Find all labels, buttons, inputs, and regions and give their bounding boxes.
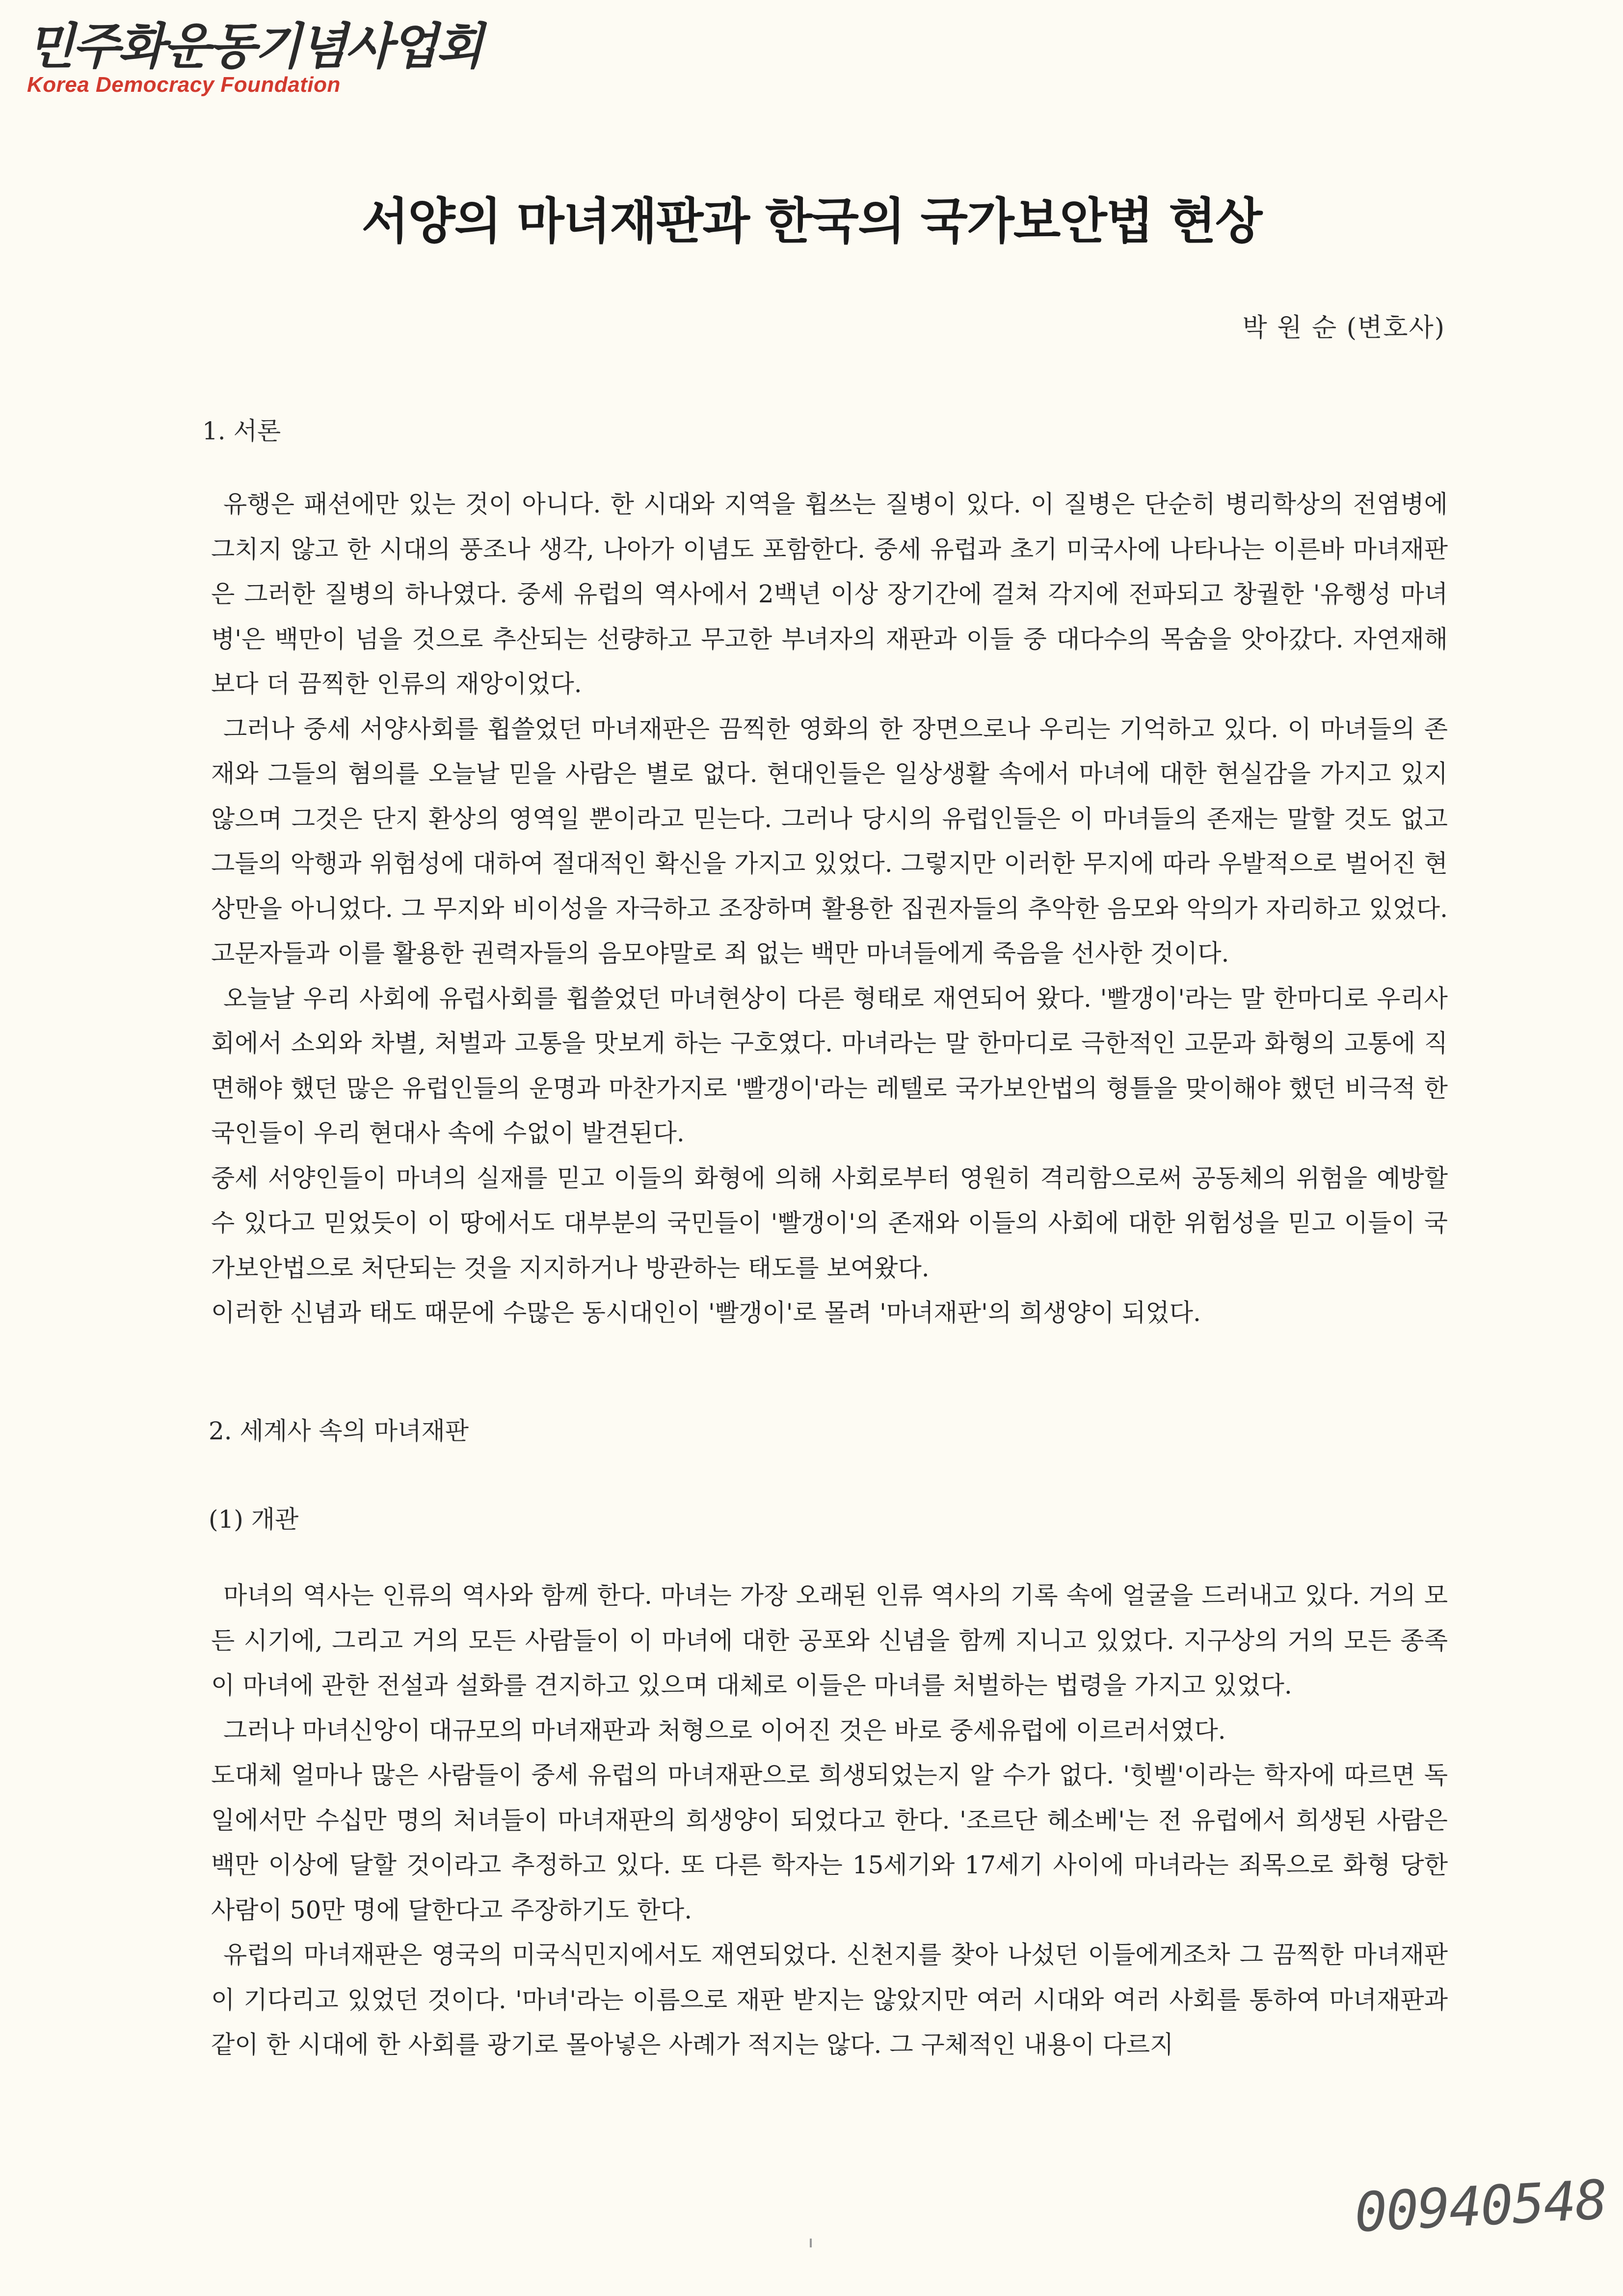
author-line: 박 원 순 (변호사) [1242, 313, 1445, 343]
logo-korean-text: 민주화운동기념사업회 [27, 18, 481, 75]
paragraph: 도대체 얼마나 많은 사람들이 중세 유럽의 마녀재판으로 희생되었는지 알 수가 없다. '힛벨'이라는 학자에 따르면 독일에서만 수십만 명의 처녀들이 마녀재판의 희생양이 되었다고 한다. '조르단 헤소베'는 전 유럽에서 희생된 사람은 백만 이상에 달할 것이라고 추정하고 있다. 또 다른 학자는 15세기와 17세기 사이에 마녀라는 죄목으로 화형 당한 사람이 50만 명에 달한다고 주장하기도 한다. [211, 1761, 1448, 1924]
subsection-heading-overview: (1) 개관 [209, 1505, 299, 1534]
paragraph: 중세 서양인들이 마녀의 실재를 믿고 이들의 화형에 의해 사회로부터 영원히 격리함으로써 공동체의 위험을 예방할 수 있다고 믿었듯이 이 땅에서도 대부분의 국민들이 '빨갱이'의 존재와 이들의 사회에 대한 위험성을 믿고 이들이 국가보안법으로 처단되는 것을 지지하거나 방관하는 태도를 보여왔다. [211, 1163, 1448, 1282]
foundation-logo [27, 20, 481, 98]
archive-number-handwritten: 00940548 [1353, 2168, 1608, 2244]
paragraph: 마녀의 역사는 인류의 역사와 함께 한다. 마녀는 가장 오래된 인류 역사의 기록 속에 얼굴을 드러내고 있다. 거의 모든 시기에, 그리고 거의 모든 사람들이 이 마녀에 대한 공포와 신념을 함께 지니고 있었다. 지구상의 거의 모든 종족이 마녀에 관한 전설과 설화를 견지하고 있으며 대체로 이들은 마녀를 처벌하는 법령을 가지고 있었다. [211, 1581, 1448, 1700]
paragraph: 그러나 중세 서양사회를 휩쓸었던 마녀재판은 끔찍한 영화의 한 장면으로나 우리는 기억하고 있다. 이 마녀들의 존재와 그들의 혐의를 오늘날 믿을 사람은 별로 없다. 현대인들은 일상생활 속에서 마녀에 대한 현실감을 가지고 있지 않으며 그것은 단지 환상의 영역일 뿐이라고 믿는다. 그러나 당시의 유럽인들은 이 마녀들의 존재는 말할 것도 없고 그들의 악행과 위험성에 대하여 절대적인 확신을 가지고 있었다. 그렇지만 이러한 무지에 따라 우발적으로 벌어진 현상만을 아니었다. 그 무지와 비이성을 자극하고 조장하며 활용한 집권자들의 추악한 음모와 악의가 자리하고 있었다. 고문자들과 이를 활용한 권력자들의 음모야말로 죄 없는 백만 마녀들에게 죽음을 선사한 것이다. [211, 714, 1448, 968]
section-body-introduction [211, 482, 1448, 1336]
section-heading-introduction: 1. 서론 [202, 417, 281, 445]
page-mark [810, 2239, 812, 2247]
paragraph: 이러한 신념과 태도 때문에 수많은 동시대인이 '빨갱이'로 몰려 '마녀재판'의 희생양이 되었다. [211, 1298, 1201, 1327]
document-title: 서양의 마녀재판과 한국의 국가보안법 현상 [361, 192, 1262, 250]
section-heading-world-history: 2. 세계사 속의 마녀재판 [209, 1417, 469, 1445]
logo-english-text: Korea Democracy Foundation [27, 73, 341, 97]
paragraph: 유행은 패션에만 있는 것이 아니다. 한 시대와 지역을 휩쓰는 질병이 있다. 이 질병은 단순히 병리학상의 전염병에 그치지 않고 한 시대의 풍조나 생각, 나아가 이념도 포함한다. 중세 유럽과 초기 미국사에 나타나는 이른바 마녀재판은 그러한 질병의 하나였다. 중세 유럽의 역사에서 2백년 이상 장기간에 걸쳐 각지에 전파되고 창궐한 '유행성 마녀병'은 백만이 넘을 것으로 추산되는 선량하고 무고한 부녀자의 재판과 이들 중 대다수의 목숨을 앗아갔다. 자연재해보다 더 끔찍한 인류의 재앙이었다. [211, 490, 1448, 698]
section-body-overview [211, 1573, 1448, 2068]
paragraph: 오늘날 우리 사회에 유럽사회를 휩쓸었던 마녀현상이 다른 형태로 재연되어 왔다. '빨갱이'라는 말 한마디로 우리사회에서 소외와 차별, 처벌과 고통을 맛보게 하는 구호였다. 마녀라는 말 한마디로 극한적인 고문과 화형의 고통에 직면해야 했던 많은 유럽인들의 운명과 마찬가지로 '빨갱이'라는 레텔로 국가보안법의 형틀을 맞이해야 했던 비극적 한국인들이 우리 현대사 속에 수없이 발견된다. [211, 984, 1448, 1147]
paragraph: 그러나 마녀신앙이 대규모의 마녀재판과 처형으로 이어진 것은 바로 중세유럽에 이르러서였다. [223, 1716, 1226, 1745]
paragraph: 유럽의 마녀재판은 영국의 미국식민지에서도 재연되었다. 신천지를 찾아 나섰던 이들에게조차 그 끔찍한 마녀재판이 기다리고 있었던 것이다. '마녀'라는 이름으로 재판 받지는 않았지만 여러 시대와 여러 사회를 통하여 마녀재판과 같이 한 시대에 한 사회를 광기로 몰아넣은 사례가 적지는 않다. 그 구체적인 내용이 다르지 [211, 1941, 1448, 2059]
